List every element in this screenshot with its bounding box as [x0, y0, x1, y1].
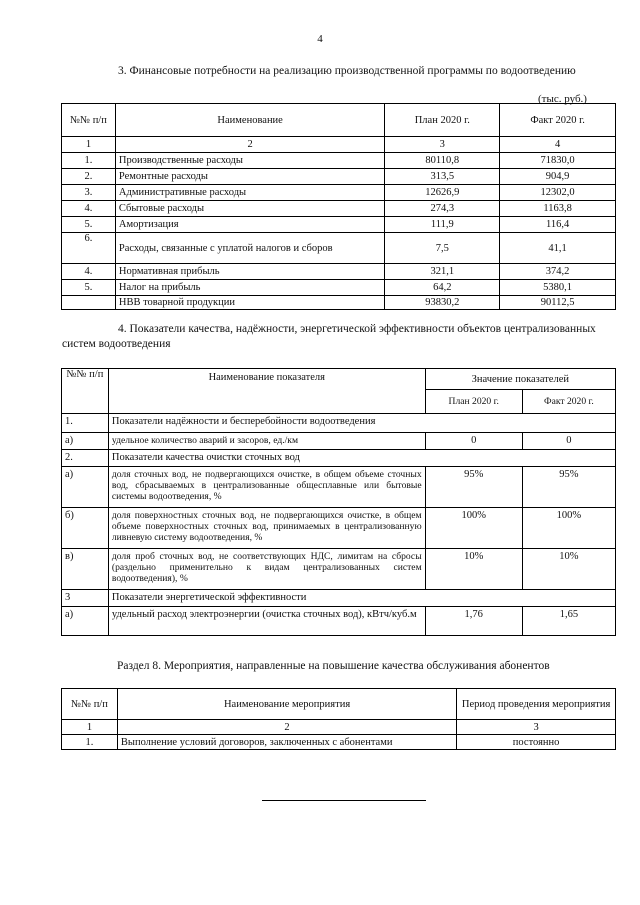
col-plan-header: План 2020 г.	[385, 104, 500, 137]
row-num: 2.	[62, 169, 116, 185]
table-header-row	[62, 689, 616, 720]
table-row	[62, 508, 616, 549]
row-plan: 64,2	[385, 280, 500, 296]
col-name-header: Наименование	[115, 104, 385, 137]
row-name: Расходы, связанные с уплатой налогов и сборов	[115, 233, 385, 264]
group-num: 3	[62, 590, 109, 607]
column-number-row	[62, 720, 616, 735]
section8-title: Раздел 8. Мероприятия, направленные на повышение качества обслуживания абонентов	[117, 660, 550, 672]
row-num: б)	[62, 508, 109, 549]
column-number-row	[62, 137, 616, 153]
row-num	[62, 296, 116, 310]
col-num-header: №№ п/п	[62, 104, 116, 137]
col-number: 1	[62, 137, 116, 153]
row-fact: 5380,1	[500, 280, 616, 296]
row-fact: 100%	[522, 508, 615, 549]
table-header-row	[62, 104, 616, 137]
row-num: 4.	[62, 264, 116, 280]
row-num: 3.	[62, 185, 116, 201]
row-plan: 0	[425, 433, 522, 450]
col-fact-header: Факт 2020 г.	[500, 104, 616, 137]
row-num: а)	[62, 607, 109, 636]
row-plan: 7,5	[385, 233, 500, 264]
row-fact: 1,65	[522, 607, 615, 636]
row-fact: 10%	[522, 549, 615, 590]
row-num: 6.	[62, 233, 116, 264]
table-row	[62, 735, 616, 750]
col-period-header: Период проведения мероприятия	[457, 689, 616, 720]
table-row	[62, 201, 616, 217]
table-row	[62, 217, 616, 233]
table-row	[62, 607, 616, 636]
quality-indicators-table	[61, 368, 616, 636]
group-row	[62, 590, 616, 607]
section3-title: 3. Финансовые потребности на реализацию производственной программы по водоотведению	[118, 65, 576, 77]
row-name: Ремонтные расходы	[115, 169, 385, 185]
table-row	[62, 233, 616, 264]
table-row	[62, 169, 616, 185]
financial-needs-table	[61, 103, 616, 310]
row-plan: 100%	[425, 508, 522, 549]
row-num: в)	[62, 549, 109, 590]
table-row	[62, 549, 616, 590]
group-title: Показатели надёжности и бесперебойности водоотведения	[108, 414, 615, 433]
row-num: 1.	[62, 153, 116, 169]
row-name: Сбытовые расходы	[115, 201, 385, 217]
group-title: Показатели энергетической эффективности	[108, 590, 615, 607]
table-row	[62, 185, 616, 201]
row-period: постоянно	[457, 735, 616, 750]
row-fact: 95%	[522, 467, 615, 508]
row-fact: 0	[522, 433, 615, 450]
group-title: Показатели качества очистки сточных вод	[108, 450, 615, 467]
service-measures-table	[61, 688, 616, 750]
row-fact: 904,9	[500, 169, 616, 185]
row-num: 5.	[62, 217, 116, 233]
row-name: Выполнение условий договоров, заключенных с абонентами	[117, 735, 456, 750]
col-number: 4	[500, 137, 616, 153]
row-num: 4.	[62, 201, 116, 217]
row-name: удельное количество аварий и засоров, ед./км	[108, 433, 425, 450]
table-row	[62, 433, 616, 450]
col-fact-header: Факт 2020 г.	[522, 390, 615, 414]
row-fact: 12302,0	[500, 185, 616, 201]
values-header: Значение показателей	[425, 369, 615, 390]
row-plan: 321,1	[385, 264, 500, 280]
group-num: 2.	[62, 450, 109, 467]
row-fact: 90112,5	[500, 296, 616, 310]
col-number: 2	[117, 720, 456, 735]
col-name-header: Наименование показателя	[108, 369, 425, 414]
row-name: доля сточных вод, не подвергающихся очистке, в общем объеме сточных вод, сбрасываемых в централизованные общесплавные или бытовые системы водоотведения, %	[108, 467, 425, 508]
row-name: Амортизация	[115, 217, 385, 233]
row-name: Административные расходы	[115, 185, 385, 201]
row-name: Налог на прибыль	[115, 280, 385, 296]
row-num: а)	[62, 467, 109, 508]
row-plan: 313,5	[385, 169, 500, 185]
row-name: НВВ товарной продукции	[115, 296, 385, 310]
group-row	[62, 414, 616, 433]
row-fact: 1163,8	[500, 201, 616, 217]
total-row	[62, 296, 616, 310]
col-name-header: Наименование мероприятия	[117, 689, 456, 720]
row-fact: 116,4	[500, 217, 616, 233]
table-row	[62, 264, 616, 280]
row-name: Производственные расходы	[115, 153, 385, 169]
row-name: удельный расход электроэнергии (очистка сточных вод), кВтч/куб.м	[108, 607, 425, 636]
row-plan: 1,76	[425, 607, 522, 636]
row-num: 5.	[62, 280, 116, 296]
row-plan: 95%	[425, 467, 522, 508]
row-num: а)	[62, 433, 109, 450]
col-number: 1	[62, 720, 118, 735]
row-fact: 41,1	[500, 233, 616, 264]
page-number: 4	[317, 33, 323, 45]
table-header-row	[62, 369, 616, 390]
table-row	[62, 153, 616, 169]
col-num-header: №№ п/п	[62, 369, 109, 414]
col-num-header: №№ п/п	[62, 689, 118, 720]
table-row	[62, 280, 616, 296]
row-fact: 71830,0	[500, 153, 616, 169]
table-row	[62, 467, 616, 508]
signature-divider	[262, 800, 426, 801]
row-plan: 80110,8	[385, 153, 500, 169]
col-number: 3	[385, 137, 500, 153]
row-plan: 111,9	[385, 217, 500, 233]
row-name: доля поверхностных сточных вод, не подвергающихся очистке, в общем объеме поверхностных сточных вод, принимаемых в централизованную ливневую систему водоотведения, %	[108, 508, 425, 549]
col-number: 3	[457, 720, 616, 735]
row-name: доля проб сточных вод, не соответствующих НДС, лимитам на сбросы (раздельно применительно к видам централизованных систем водоотведения), %	[108, 549, 425, 590]
row-name: Нормативная прибыль	[115, 264, 385, 280]
row-plan: 12626,9	[385, 185, 500, 201]
row-fact: 374,2	[500, 264, 616, 280]
col-number: 2	[115, 137, 385, 153]
row-num: 1.	[62, 735, 118, 750]
row-plan: 274,3	[385, 201, 500, 217]
col-plan-header: План 2020 г.	[425, 390, 522, 414]
unit-label: (тыс. руб.)	[538, 93, 587, 105]
group-row	[62, 450, 616, 467]
group-num: 1.	[62, 414, 109, 433]
row-plan: 93830,2	[385, 296, 500, 310]
section4-title: 4. Показатели качества, надёжности, энергетической эффективности объектов централизованных систем водоотведения	[62, 323, 596, 350]
row-plan: 10%	[425, 549, 522, 590]
